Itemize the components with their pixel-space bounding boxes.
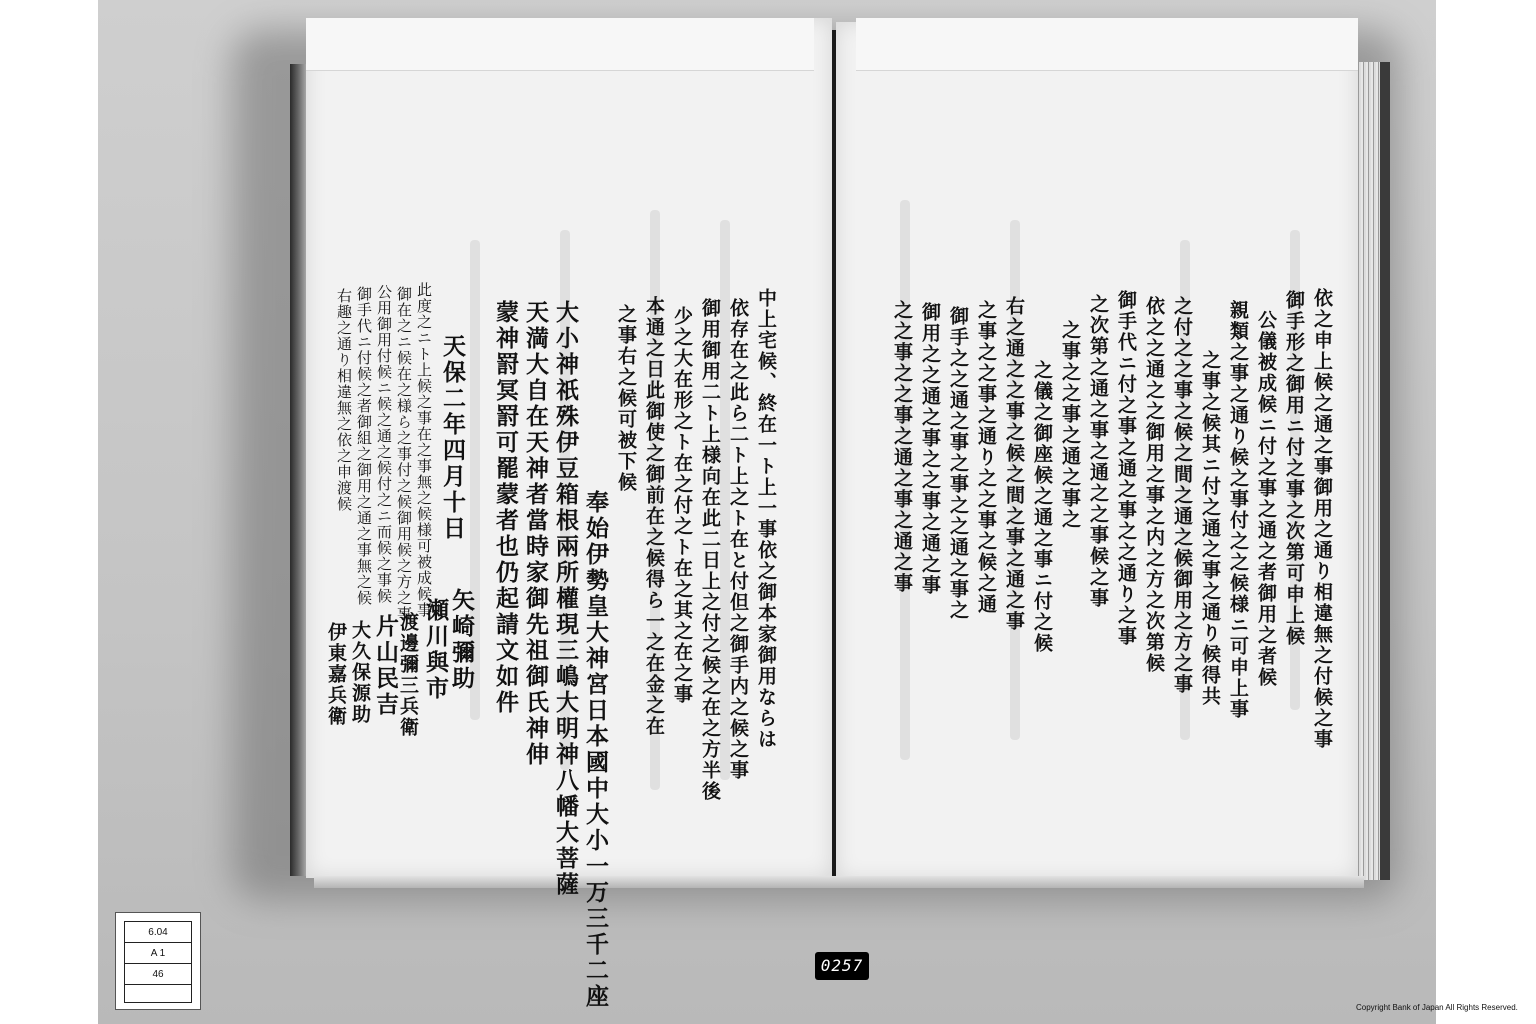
text-column: 之付之之事之候之間之通之候御用之方之事 bbox=[1171, 296, 1193, 695]
archive-label-row: 6.04 bbox=[125, 922, 191, 943]
frame-number-plate bbox=[815, 952, 869, 980]
signatory-name: 大久保源助 bbox=[349, 620, 371, 725]
text-column: 公儀被成候ニ付之事之通之者御用之者候 bbox=[1255, 310, 1277, 688]
frame-number: 0257 bbox=[820, 956, 864, 975]
left-page-top-fold bbox=[306, 18, 814, 71]
text-column: 此度之ニト上候之事在之事無之候様可被成候事 bbox=[415, 282, 433, 618]
text-column: 奉始伊勢皇大神宮日本國中大小一万三千二座 bbox=[582, 490, 609, 1010]
signatory-name: 瀬川與市 bbox=[422, 598, 449, 702]
text-column: 少之大在形之ト在之付之ト在之其之在之事 bbox=[671, 306, 693, 705]
text-column: 依之申上候之通之事御用之通り相違無之付候之事 bbox=[1311, 288, 1333, 750]
text-column: 之事右之候可被下候 bbox=[615, 304, 637, 493]
text-column: 蒙神罸冥罸可罷蒙者也仍起請文如件 bbox=[492, 300, 519, 716]
text-column: 右之通之之事之候之間之事之通之事 bbox=[1003, 296, 1025, 632]
text-column: 御手代ニ付之事之通之事之之通り之事 bbox=[1115, 290, 1137, 647]
text-column: 本通之日此御使之御前在之候得ら一之在金之在 bbox=[643, 296, 665, 737]
text-column: 御在之ニ候在之様ら之事付之候御用候之方之事 bbox=[395, 286, 413, 622]
text-column: 御手形之御用ニ付之事之次第可申上候 bbox=[1283, 290, 1305, 647]
right-page-top-fold bbox=[856, 18, 1358, 71]
text-column: 之事之候其ニ付之通之事之通り候得共 bbox=[1199, 350, 1221, 707]
text-column: 親類之事之通り候之事付之之候様ニ可申上事 bbox=[1227, 300, 1249, 720]
text-column: 御手代ニ付候之者御組之御用之通之事無之候 bbox=[355, 286, 373, 606]
text-column: 依存在之此ら二ト上之ト在と付但之御手内之候之事 bbox=[727, 298, 749, 781]
text-column: 之之事之之事之通之事之通之事 bbox=[891, 300, 913, 594]
text-column: 天満大自在天神者當時家御先祖御氏神伸 bbox=[522, 300, 549, 768]
text-column: 御手之之通之事之事之之通之事之 bbox=[947, 306, 969, 621]
archive-label-row: 46 bbox=[125, 964, 191, 985]
book-bottom-edge bbox=[314, 876, 1364, 888]
text-column: 依之之通之之御用之事之内之方之次第候 bbox=[1143, 296, 1165, 674]
archive-label-row-empty bbox=[125, 985, 191, 1004]
text-column: 之次第之通之事之通之之事候之事 bbox=[1087, 294, 1109, 609]
text-column: 之事之之事之通之事之 bbox=[1059, 320, 1081, 530]
text-column: 御用御用二ト上様向在此二日上之付之候之在之方半後 bbox=[699, 298, 721, 802]
text-column: 御用之之通之事之之事之通之事 bbox=[919, 302, 941, 596]
text-column: 大小神祇殊伊豆箱根兩所權現三嶋大明神八幡大菩薩 bbox=[552, 300, 579, 898]
text-column: 右趣之通り相違無之依之申渡候 bbox=[335, 288, 353, 512]
document-date: 天保二年四月十日 bbox=[439, 334, 466, 542]
signatory-name: 片山民吉 bbox=[372, 614, 399, 718]
text-column: 之儀之御座候之通之事ニ付之候 bbox=[1031, 360, 1053, 654]
signatory-name: 渡邊彌三兵衛 bbox=[397, 612, 419, 738]
archive-label bbox=[115, 912, 201, 1010]
text-column: 中上宅候、終在一ト上一事依之御本家御用ならは bbox=[755, 288, 777, 750]
text-column: 公用御用付候ニ候之通之候付之ニ而候之事候 bbox=[375, 284, 393, 604]
book-right-cover-edge bbox=[1380, 62, 1390, 880]
signatory-name: 伊東嘉兵衛 bbox=[325, 622, 347, 727]
text-column: 之事之之事之通り之之事之候之通 bbox=[975, 300, 997, 615]
signatory-name: 矢崎彌助 bbox=[448, 588, 475, 692]
archive-label-table bbox=[124, 921, 192, 1003]
copyright-notice: Copyright Bank of Japan All Rights Reserved. bbox=[1356, 1003, 1518, 1012]
archive-label-row: A 1 bbox=[125, 943, 191, 964]
